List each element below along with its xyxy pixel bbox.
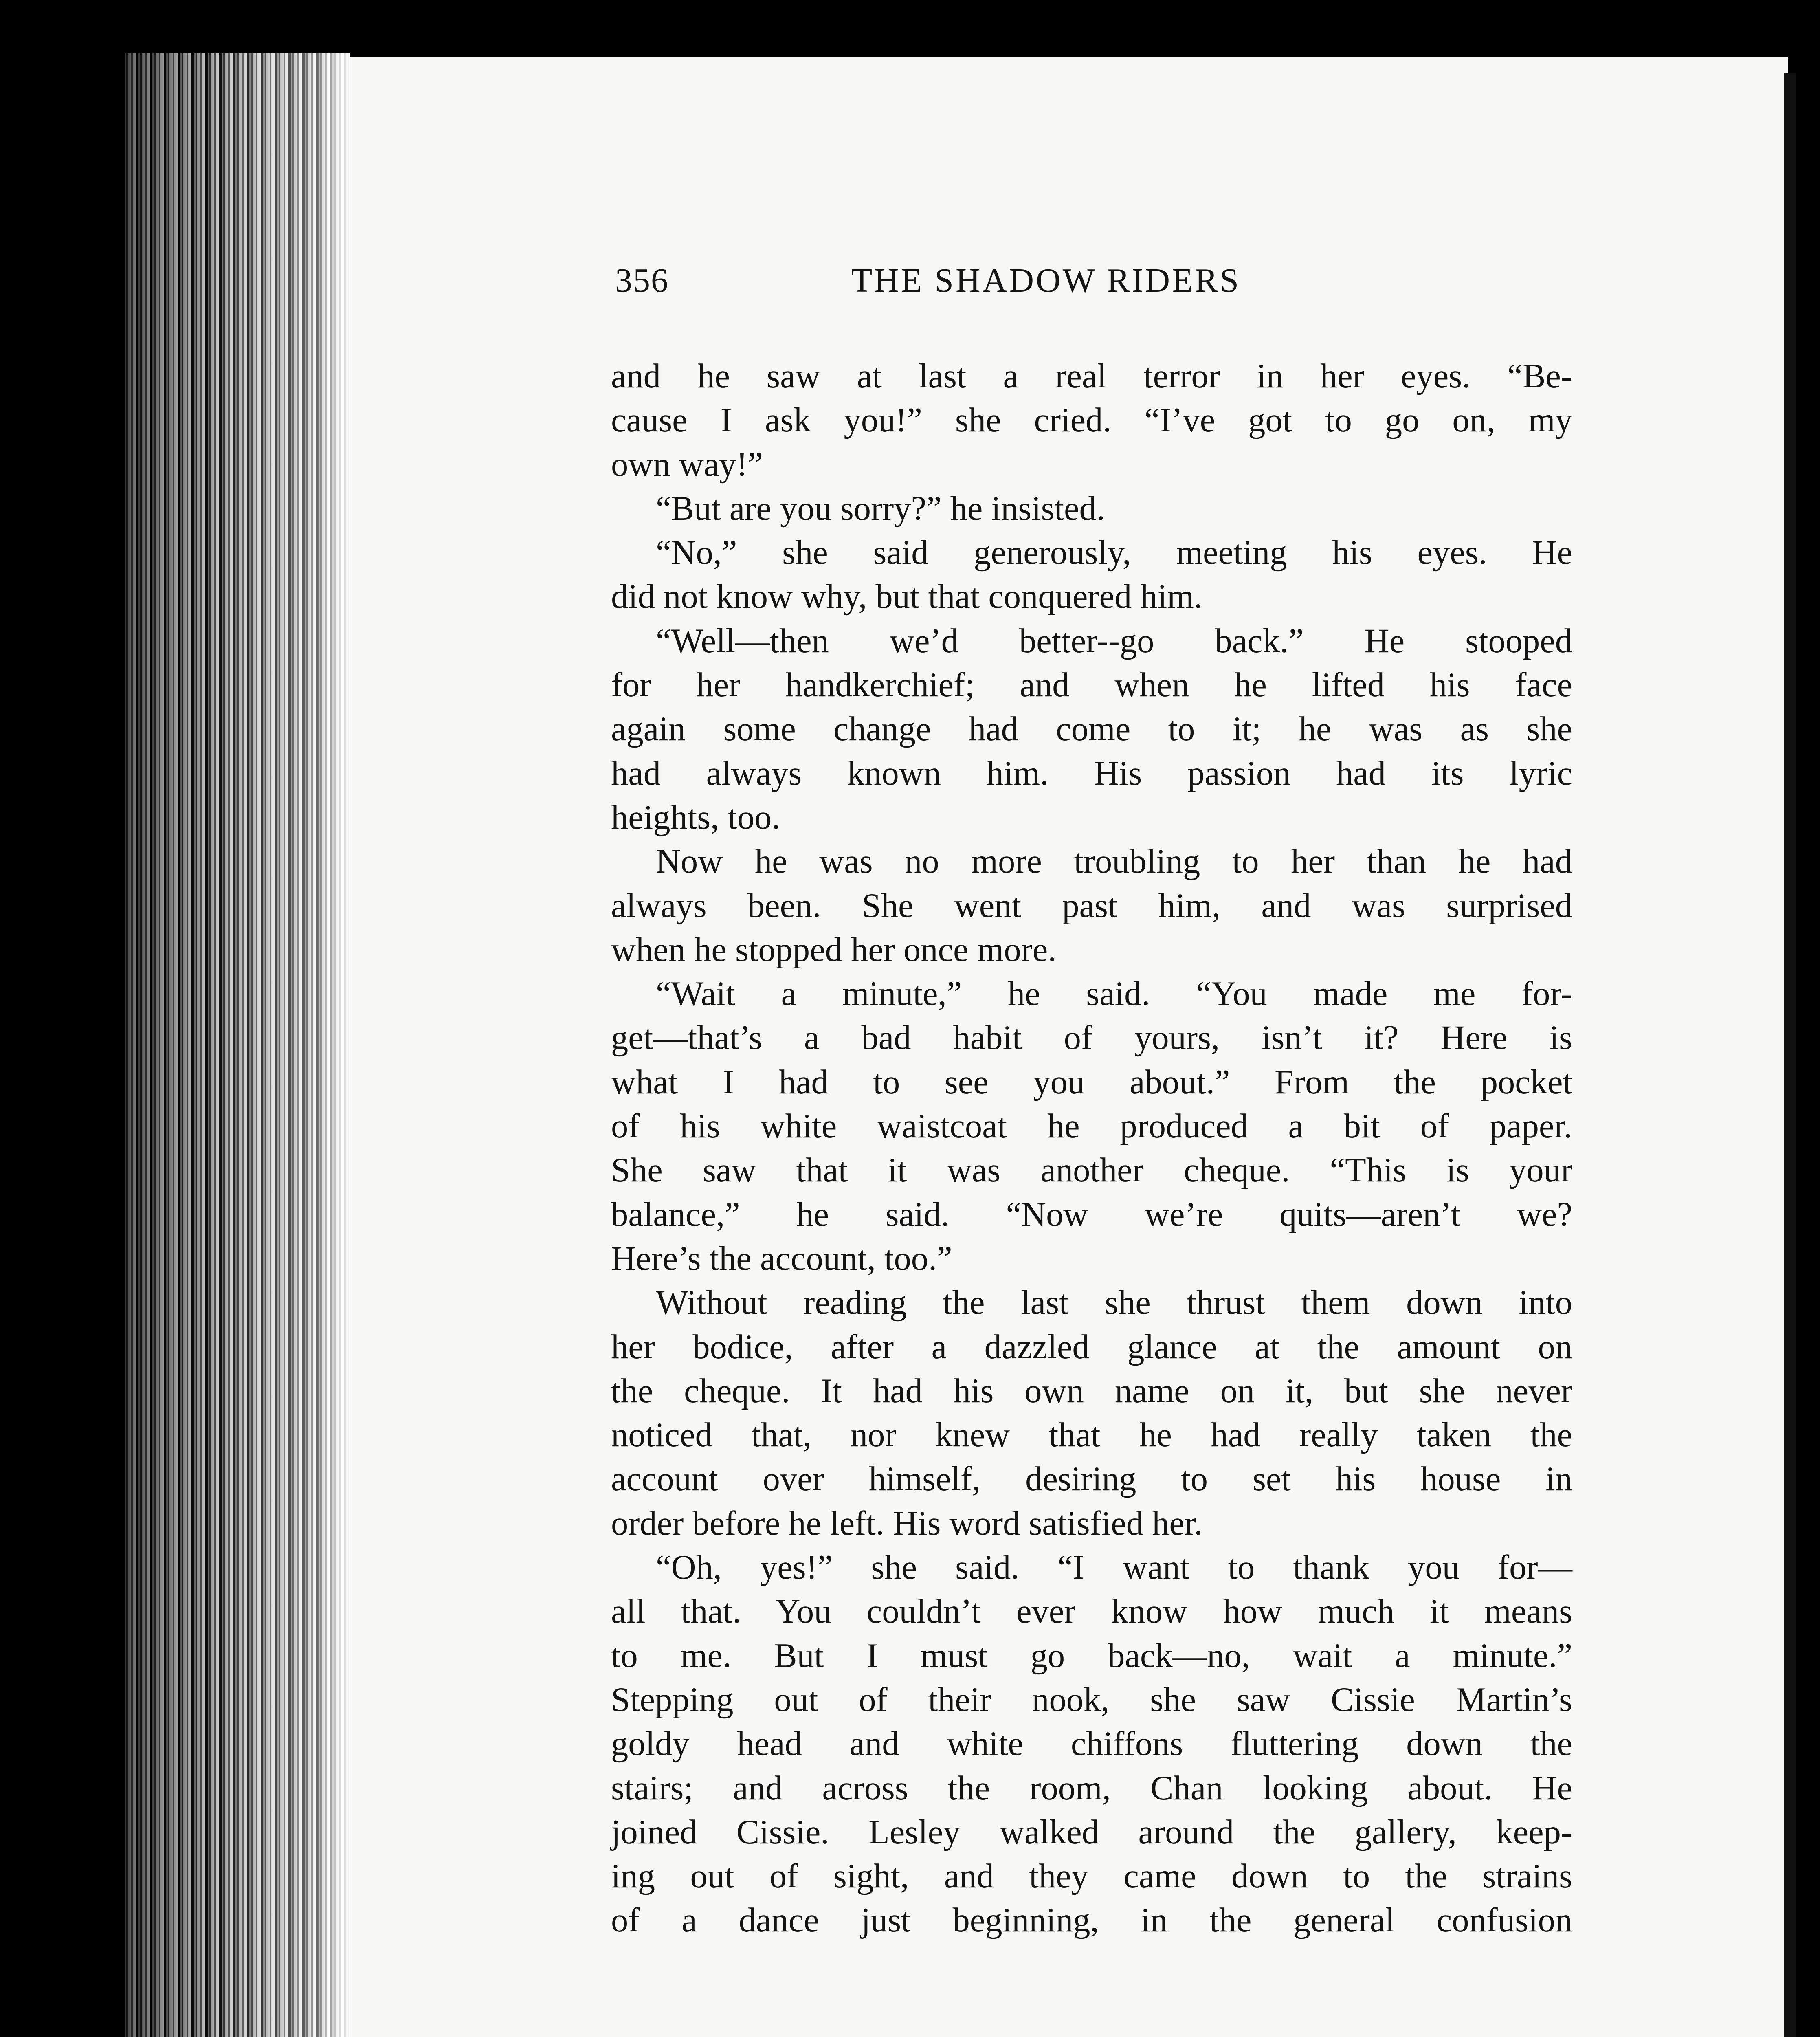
text-line: Stepping out of their nook, she saw Cissie Martin’s <box>611 1681 1572 1719</box>
text-line: the cheque. It had his own name on it, but she never <box>611 1372 1572 1410</box>
text-line: ing out of sight, and they came down to the strains <box>611 1857 1572 1896</box>
text-line: noticed that, nor knew that he had really taken the <box>611 1416 1572 1454</box>
page-number: 356 <box>615 262 669 299</box>
text-line: all that. You couldn’t ever know how much it means <box>611 1593 1572 1631</box>
text-line: what I had to see you about.” From the pocket <box>611 1063 1572 1101</box>
text-line: “Oh, yes!” she said. “I want to thank you for— <box>656 1549 1572 1587</box>
text-line: “No,” she said generously, meeting his eyes. He <box>656 534 1572 572</box>
text-line: “But are you sorry?” he insisted. <box>656 489 1105 528</box>
text-line: goldy head and white chiffons fluttering down the <box>611 1725 1572 1763</box>
text-line: to me. But I must go back—no, wait a minute.” <box>611 1637 1572 1675</box>
text-line: for her handkerchief; and when he lifted his face <box>611 666 1572 704</box>
running-head <box>615 261 1348 310</box>
text-line: “Well—then we’d better--go back.” He stooped <box>656 622 1572 660</box>
text-line: own way!” <box>611 445 763 484</box>
text-line: Now he was no more troubling to her than he had <box>656 843 1572 881</box>
running-title: THE SHADOW RIDERS <box>851 262 1241 299</box>
text-line: account over himself, desiring to set his house in <box>611 1460 1572 1498</box>
text-line: She saw that it was another cheque. “This is your <box>611 1151 1572 1190</box>
text-line: her bodice, after a dazzled glance at the amount on <box>611 1328 1572 1366</box>
text-line: of a dance just beginning, in the general confusion <box>611 1901 1572 1940</box>
binding-shadow <box>1784 73 1796 2037</box>
text-line: cause I ask you!” she cried. “I’ve got to go on, my <box>611 401 1572 440</box>
text-line: had always known him. His passion had its lyric <box>611 754 1572 792</box>
text-line: “Wait a minute,” he said. “You made me for- <box>656 975 1572 1013</box>
text-line: always been. She went past him, and was surprised <box>611 887 1572 925</box>
body-text <box>611 354 1572 1943</box>
text-line: balance,” he said. “Now we’re quits—aren’t we? <box>611 1195 1572 1234</box>
page-block-edge <box>122 53 350 2037</box>
text-line: heights, too. <box>611 798 780 836</box>
text-line: when he stopped her once more. <box>611 931 1057 969</box>
text-line: Here’s the account, too.” <box>611 1239 952 1278</box>
text-line: and he saw at last a real terror in her eyes. “Be- <box>611 357 1572 395</box>
text-line: again some change had come to it; he was as she <box>611 710 1572 748</box>
text-line: get—that’s a bad habit of yours, isn’t it? Here is <box>611 1019 1572 1057</box>
text-line: of his white waistcoat he produced a bit of paper. <box>611 1107 1572 1146</box>
text-line: did not know why, but that conquered him. <box>611 578 1202 616</box>
text-line: Without reading the last she thrust them down into <box>656 1284 1572 1322</box>
text-line: joined Cissie. Lesley walked around the gallery, keep- <box>611 1813 1572 1851</box>
text-line: stairs; and across the room, Chan looking about. He <box>611 1769 1572 1807</box>
text-line: order before he left. His word satisfied her. <box>611 1504 1203 1542</box>
